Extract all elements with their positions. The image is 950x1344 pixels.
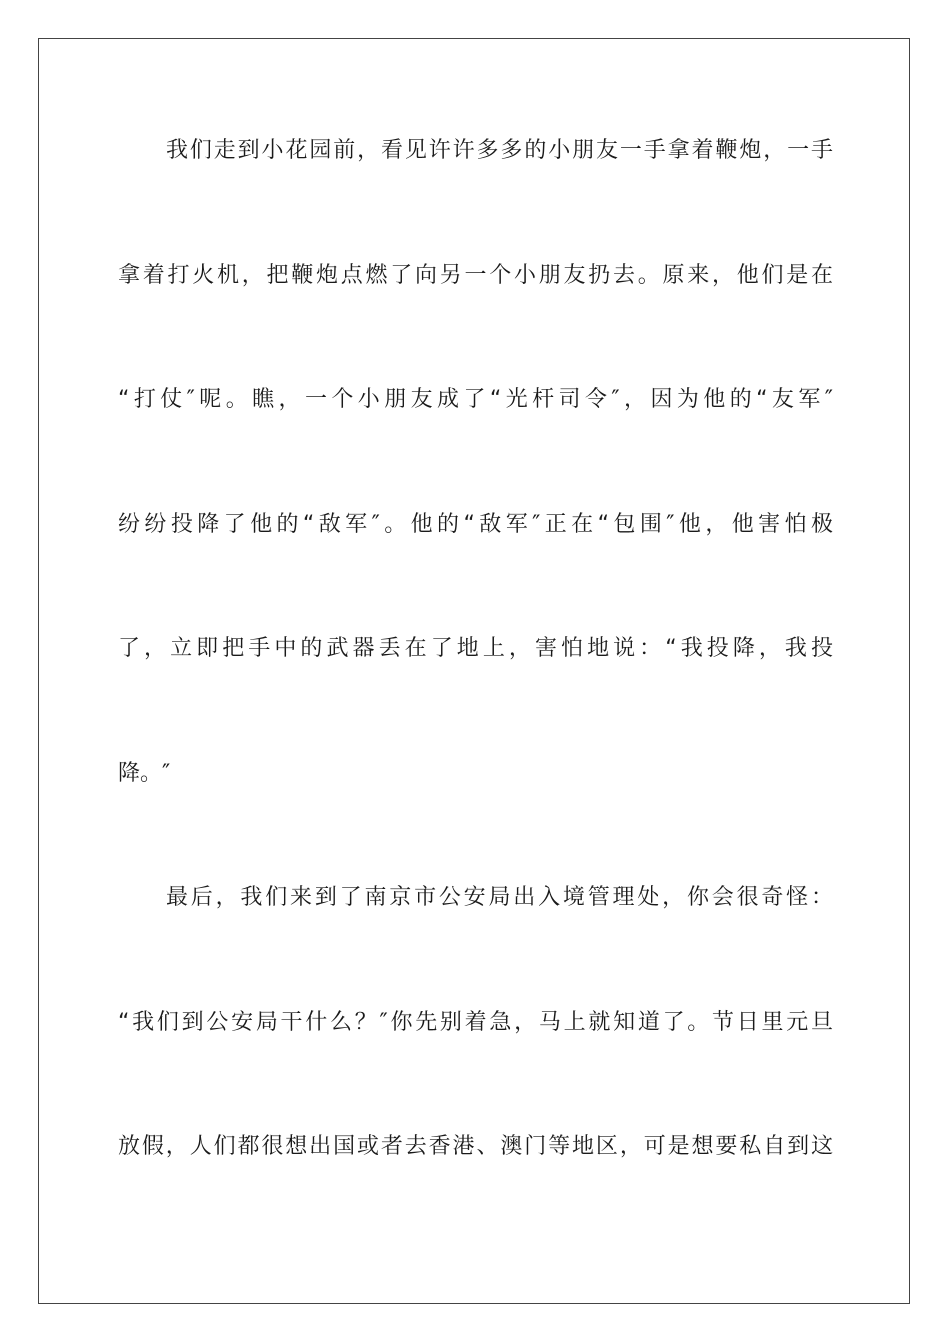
text-line: 放假，人们都很想出国或者去香港、澳门等地区，可是想要私自到这 — [118, 1134, 833, 1159]
text-line: 拿着打火机，把鞭炮点燃了向另一个小朋友扔去。原来，他们是在 — [118, 263, 833, 288]
text-line: 最后，我们来到了南京市公安局出入境管理处，你会很奇怪： — [166, 885, 833, 910]
text-line: “打仗″呢。瞧，一个小朋友成了“光杆司令″，因为他的“友军″ — [118, 387, 833, 412]
text-line: 了，立即把手中的武器丢在了地上，害怕地说：“我投降，我投 — [118, 636, 833, 661]
page-border — [38, 38, 910, 1304]
text-line: “我们到公安局干什么？″你先别着急，马上就知道了。节日里元旦 — [118, 1010, 833, 1035]
text-line: 我们走到小花园前，看见许许多多的小朋友一手拿着鞭炮，一手 — [166, 138, 833, 163]
text-line: 纷纷投降了他的“敌军″。他的“敌军″正在“包围″他，他害怕极 — [118, 512, 833, 537]
text-line: 降。″ — [118, 761, 171, 786]
